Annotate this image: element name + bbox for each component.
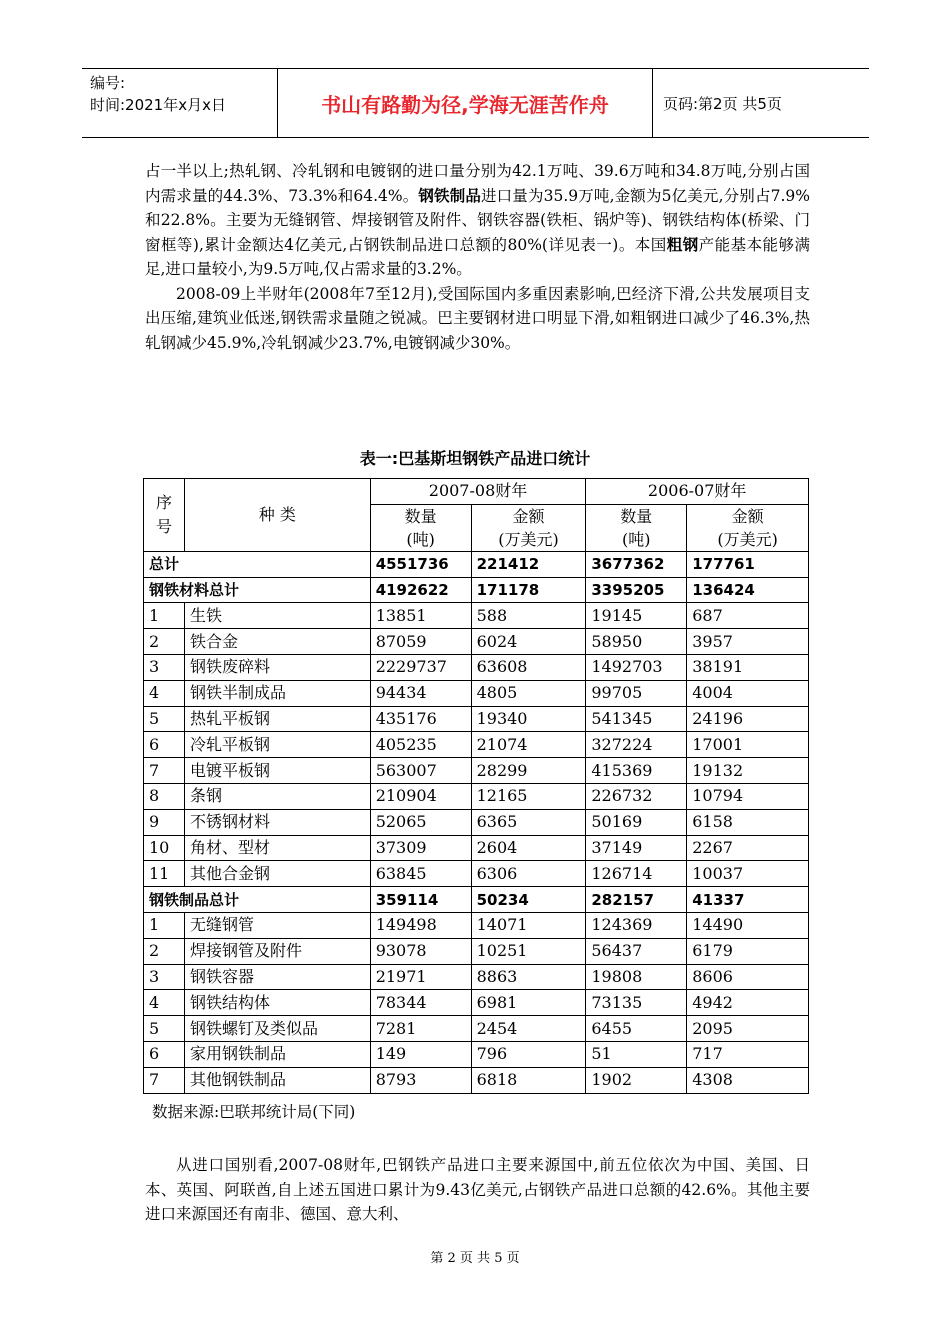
- cell-a2: 3957: [687, 629, 809, 655]
- col-header-fy2006: 2006-07财年: [586, 479, 809, 505]
- page-header: [82, 68, 869, 138]
- closing-text: [145, 1153, 810, 1227]
- cell-a1: 28299: [471, 758, 586, 784]
- cell-no: 7: [144, 758, 185, 784]
- cell-q2: 415369: [586, 758, 687, 784]
- table-row: [144, 835, 809, 861]
- cell-no: 4: [144, 680, 185, 706]
- page-footer: 第 2 页 共 5 页: [430, 1251, 520, 1266]
- cell-q1: 87059: [370, 629, 471, 655]
- cell-q2: 327224: [586, 732, 687, 758]
- cell-a2: 6179: [687, 938, 809, 964]
- header-meta: [82, 69, 278, 137]
- cell-no: 4: [144, 990, 185, 1016]
- cell-q1: 359114: [370, 887, 471, 913]
- cell-q2: 19145: [586, 603, 687, 629]
- cell-no: 1: [144, 603, 185, 629]
- cell-a1: 14071: [471, 912, 586, 938]
- cell-name: 铁合金: [184, 629, 370, 655]
- cell-q2: 3677362: [586, 551, 687, 577]
- table-row: [144, 654, 809, 680]
- cell-q1: 563007: [370, 758, 471, 784]
- cell-a1: 4805: [471, 680, 586, 706]
- cell-a2: 10037: [687, 861, 809, 887]
- table-title: 表一:巴基斯坦钢铁产品进口统计: [359, 449, 591, 468]
- table-row: [144, 732, 809, 758]
- cell-name: 电镀平板钢: [184, 758, 370, 784]
- intro-text: [145, 159, 810, 355]
- table-row: [144, 629, 809, 655]
- col-header-fy2007: 2007-08财年: [370, 479, 586, 505]
- table-row: [144, 603, 809, 629]
- cell-q1: 94434: [370, 680, 471, 706]
- cell-q1: 13851: [370, 603, 471, 629]
- cell-name: 冷轧平板钢: [184, 732, 370, 758]
- cell-name: 无缝钢管: [184, 912, 370, 938]
- products-total-row: [144, 887, 809, 913]
- cell-a2: 177761: [687, 551, 809, 577]
- cell-a2: 4308: [687, 1067, 809, 1093]
- table-row: [144, 1067, 809, 1093]
- cell-label: 钢铁材料总计: [144, 577, 371, 603]
- cell-a1: 6024: [471, 629, 586, 655]
- cell-a1: 588: [471, 603, 586, 629]
- cell-a2: 4942: [687, 990, 809, 1016]
- bold-term-steel-products: 钢铁制品: [418, 186, 481, 205]
- cell-q1: 21971: [370, 964, 471, 990]
- table-row: [144, 861, 809, 887]
- table-body: [144, 551, 809, 1093]
- cell-a1: 171178: [471, 577, 586, 603]
- cell-a2: 2095: [687, 1016, 809, 1042]
- cell-no: 5: [144, 706, 185, 732]
- cell-q2: 124369: [586, 912, 687, 938]
- cell-a1: 221412: [471, 551, 586, 577]
- cell-q2: 1902: [586, 1067, 687, 1093]
- cell-name: 钢铁半制成品: [184, 680, 370, 706]
- cell-q2: 1492703: [586, 654, 687, 680]
- cell-q2: 126714: [586, 861, 687, 887]
- cell-q2: 51: [586, 1041, 687, 1067]
- cell-a2: 19132: [687, 758, 809, 784]
- table-row: [144, 783, 809, 809]
- materials-total-row: [144, 577, 809, 603]
- cell-a1: 50234: [471, 887, 586, 913]
- cell-q1: 52065: [370, 809, 471, 835]
- grand-total-row: [144, 551, 809, 577]
- cell-a2: 4004: [687, 680, 809, 706]
- paragraph-2: 2008-09上半财年(2008年7至12月),受国际国内多重因素影响,巴经济下滑,公共发展项目支出压缩,建筑业低迷,钢铁需求量随之锐减。巴主要钢材进口明显下滑,如粗钢进口减少了46.3%,热轧钢减少45.9%,冷轧钢减少23.7%,电镀钢减少30%。: [145, 284, 810, 352]
- paragraph-3: 从进口国别看,2007-08财年,巴钢铁产品进口主要来源国中,前五位依次为中国、美国、日本、英国、阿联酋,自上述五国进口累计为9.43亿美元,占钢铁产品进口总额的42.6%。其他主要进口来源国还有南非、德国、意大利、: [145, 1156, 810, 1223]
- cell-q2: 50169: [586, 809, 687, 835]
- cell-a2: 687: [687, 603, 809, 629]
- cell-a1: 6818: [471, 1067, 586, 1093]
- cell-name: 钢铁结构体: [184, 990, 370, 1016]
- cell-name: 钢铁废碎料: [184, 654, 370, 680]
- cell-no: 8: [144, 783, 185, 809]
- cell-name: 生铁: [184, 603, 370, 629]
- cell-no: 3: [144, 654, 185, 680]
- cell-name: 条钢: [184, 783, 370, 809]
- cell-q1: 63845: [370, 861, 471, 887]
- number-label: 编号:: [90, 74, 126, 92]
- table-row: [144, 1016, 809, 1042]
- cell-q1: 4551736: [370, 551, 471, 577]
- bold-term-crude-steel: 粗钢: [666, 235, 699, 254]
- cell-no: 1: [144, 912, 185, 938]
- cell-name: 钢铁容器: [184, 964, 370, 990]
- cell-q2: 6455: [586, 1016, 687, 1042]
- cell-name: 其他钢铁制品: [184, 1067, 370, 1093]
- cell-no: 2: [144, 938, 185, 964]
- cell-q2: 37149: [586, 835, 687, 861]
- table-row: [144, 990, 809, 1016]
- header-motto: 书山有路勤为径,学海无涯苦作舟: [278, 69, 653, 137]
- cell-no: 6: [144, 1041, 185, 1067]
- col-header-amt: 金额 (万美元): [471, 504, 586, 551]
- cell-q1: 210904: [370, 783, 471, 809]
- cell-q2: 3395205: [586, 577, 687, 603]
- table-row: [144, 758, 809, 784]
- cell-name: 热轧平板钢: [184, 706, 370, 732]
- col-header-amt: 金额 (万美元): [687, 504, 809, 551]
- cell-no: 3: [144, 964, 185, 990]
- cell-q1: 8793: [370, 1067, 471, 1093]
- col-header-qty: 数量 (吨): [370, 504, 471, 551]
- cell-no: 9: [144, 809, 185, 835]
- table-row: [144, 706, 809, 732]
- cell-q1: 405235: [370, 732, 471, 758]
- cell-q2: 99705: [586, 680, 687, 706]
- col-header-category: 种 类: [184, 479, 370, 552]
- col-header-no: 序号: [144, 479, 185, 552]
- cell-a2: 10794: [687, 783, 809, 809]
- cell-q2: 19808: [586, 964, 687, 990]
- cell-q1: 435176: [370, 706, 471, 732]
- cell-a1: 19340: [471, 706, 586, 732]
- cell-q2: 73135: [586, 990, 687, 1016]
- cell-q1: 4192622: [370, 577, 471, 603]
- cell-a1: 6306: [471, 861, 586, 887]
- cell-q1: 37309: [370, 835, 471, 861]
- table-row: [144, 680, 809, 706]
- cell-a1: 796: [471, 1041, 586, 1067]
- cell-a2: 8606: [687, 964, 809, 990]
- data-source-note: 数据来源:巴联邦统计局(下同): [152, 1103, 356, 1121]
- header-page-label: 页码:第2页 共5页: [663, 94, 782, 113]
- cell-name: 角材、型材: [184, 835, 370, 861]
- cell-q1: 149: [370, 1041, 471, 1067]
- cell-a2: 38191: [687, 654, 809, 680]
- cell-a1: 63608: [471, 654, 586, 680]
- table-row: [144, 964, 809, 990]
- cell-a2: 2267: [687, 835, 809, 861]
- cell-q2: 56437: [586, 938, 687, 964]
- cell-a2: 717: [687, 1041, 809, 1067]
- cell-q2: 58950: [586, 629, 687, 655]
- cell-a1: 8863: [471, 964, 586, 990]
- cell-name: 其他合金钢: [184, 861, 370, 887]
- cell-q1: 149498: [370, 912, 471, 938]
- cell-a2: 6158: [687, 809, 809, 835]
- cell-q1: 78344: [370, 990, 471, 1016]
- cell-a1: 21074: [471, 732, 586, 758]
- cell-q2: 282157: [586, 887, 687, 913]
- time-label: 时间:2021年x月x日: [90, 96, 226, 114]
- table-row: [144, 912, 809, 938]
- col-header-qty: 数量 (吨): [586, 504, 687, 551]
- cell-name: 不锈钢材料: [184, 809, 370, 835]
- cell-label: 总计: [144, 551, 371, 577]
- cell-a2: 17001: [687, 732, 809, 758]
- table-row: [144, 938, 809, 964]
- cell-a1: 6981: [471, 990, 586, 1016]
- table-row: [144, 1041, 809, 1067]
- cell-a2: 24196: [687, 706, 809, 732]
- cell-no: 5: [144, 1016, 185, 1042]
- cell-a2: 14490: [687, 912, 809, 938]
- cell-q2: 541345: [586, 706, 687, 732]
- cell-no: 11: [144, 861, 185, 887]
- import-stats-table: [143, 478, 809, 1094]
- cell-a1: 10251: [471, 938, 586, 964]
- cell-a1: 2454: [471, 1016, 586, 1042]
- cell-a2: 136424: [687, 577, 809, 603]
- cell-no: 2: [144, 629, 185, 655]
- paragraph-1: 占一半以上;热轧钢、冷轧钢和电镀钢的进口量分别为42.1万吨、39.6万吨和34.8万吨,分别占国内需求量的44.3%、73.3%和64.4%。钢铁制品进口量为35.9万吨,金额为5亿美元,分别占7.9%和22.8%。主要为无缝钢管、焊接钢管及附件、钢铁容器(铁柜、锅炉等)、钢铁结构体(桥梁、门窗框等),累计金额达4亿美元,占钢铁制品进口总额的80%(详见表一)。本国粗钢产能基本能够满足,进口量较小,为9.5万吨,仅占需求量的3.2%。: [145, 162, 810, 278]
- cell-a1: 2604: [471, 835, 586, 861]
- cell-no: 6: [144, 732, 185, 758]
- table-row: [144, 809, 809, 835]
- cell-no: 10: [144, 835, 185, 861]
- cell-q1: 2229737: [370, 654, 471, 680]
- cell-name: 焊接钢管及附件: [184, 938, 370, 964]
- cell-a2: 41337: [687, 887, 809, 913]
- cell-name: 家用钢铁制品: [184, 1041, 370, 1067]
- cell-label: 钢铁制品总计: [144, 887, 371, 913]
- cell-no: 7: [144, 1067, 185, 1093]
- cell-a1: 12165: [471, 783, 586, 809]
- cell-name: 钢铁螺钉及类似品: [184, 1016, 370, 1042]
- cell-q1: 7281: [370, 1016, 471, 1042]
- cell-q1: 93078: [370, 938, 471, 964]
- cell-q2: 226732: [586, 783, 687, 809]
- cell-a1: 6365: [471, 809, 586, 835]
